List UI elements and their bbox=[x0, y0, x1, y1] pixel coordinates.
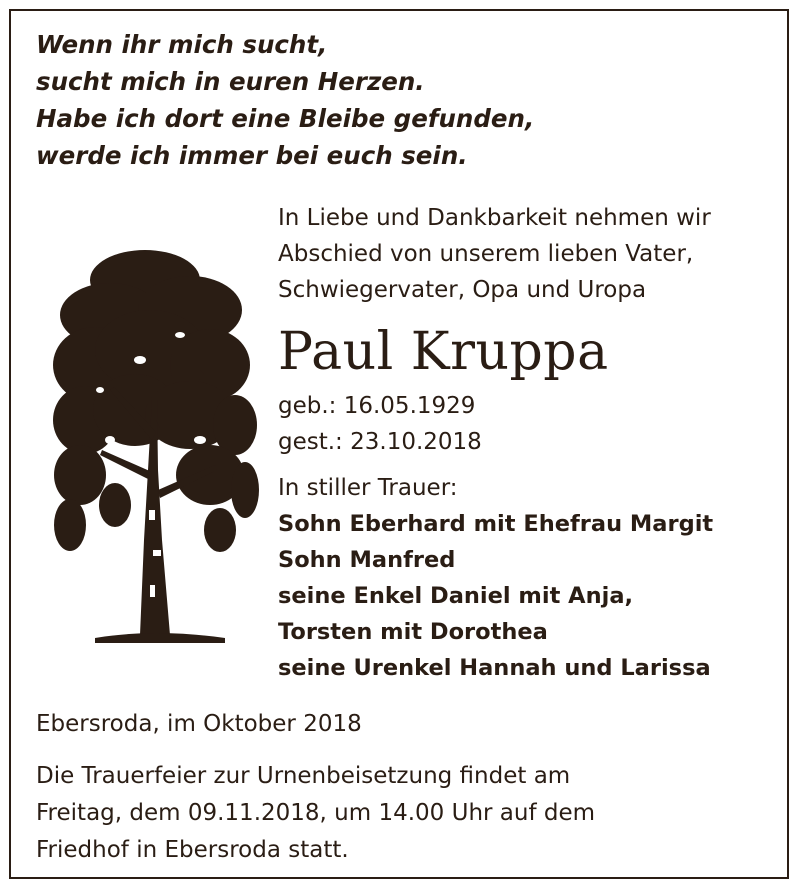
intro-line: Schwiegervater, Opa und Uropa bbox=[278, 277, 647, 303]
ceremony-line: Friedhof in Ebersroda statt. bbox=[36, 837, 349, 863]
death-date: gest.: 23.10.2018 bbox=[278, 429, 482, 455]
poem-line: Habe ich dort eine Bleibe gefunden, bbox=[36, 104, 535, 133]
poem bbox=[36, 26, 534, 174]
poem-line: werde ich immer bei euch sein. bbox=[36, 141, 468, 170]
poem-line: sucht mich in euren Herzen. bbox=[36, 67, 425, 96]
mourners-section bbox=[278, 470, 713, 686]
mourner-line: seine Enkel Daniel mit Anja, bbox=[278, 583, 634, 609]
birch-tree-icon bbox=[40, 240, 260, 645]
intro-line: In Liebe und Dankbarkeit nehmen wir bbox=[278, 205, 711, 231]
ceremony-line: Freitag, dem 09.11.2018, um 14.00 Uhr auf dem bbox=[36, 800, 596, 826]
notice-body bbox=[278, 200, 713, 686]
mourner-line: Sohn Eberhard mit Ehefrau Margit bbox=[278, 511, 714, 537]
ceremony-info bbox=[36, 758, 595, 869]
mourner-line: Sohn Manfred bbox=[278, 547, 456, 573]
intro-line: Abschied von unserem lieben Vater, bbox=[278, 241, 694, 267]
mourners-list bbox=[278, 506, 713, 686]
mourner-line: seine Urenkel Hannah und Larissa bbox=[278, 655, 711, 681]
birth-date: geb.: 16.05.1929 bbox=[278, 393, 476, 419]
mourning-label: In stiller Trauer: bbox=[278, 475, 458, 501]
intro-text bbox=[278, 200, 713, 308]
life-dates bbox=[278, 388, 713, 460]
ceremony-line: Die Trauerfeier zur Urnenbeisetzung findet am bbox=[36, 763, 571, 789]
deceased-name: Paul Kruppa bbox=[278, 322, 609, 382]
poem-line: Wenn ihr mich sucht, bbox=[36, 30, 328, 59]
place-date: Ebersroda, im Oktober 2018 bbox=[36, 711, 362, 737]
mourner-line: Torsten mit Dorothea bbox=[278, 619, 548, 645]
